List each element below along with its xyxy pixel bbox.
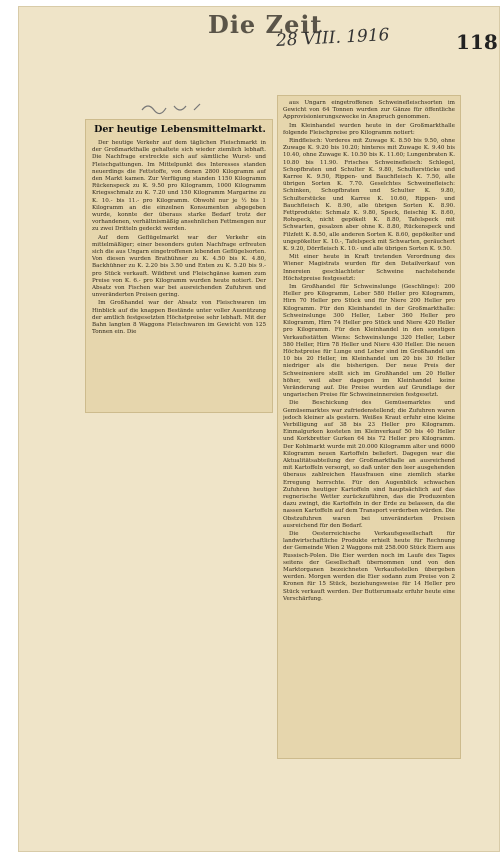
paragraph: Im Großhandel war der Absatz von Fleischwaren im Hinblick auf die knappen Bestände unter voller Ausnützung der amtlich festgesetzten Höchstpreise sehr lebhaft. Mit der Bahn langten 8 Waggons Fleischwaren im Gewicht von 125 Tonnen ein. Die [92, 300, 266, 336]
masthead: Die Zeit [208, 10, 323, 39]
article-headline: Der heutige Lebensmittelmarkt. [94, 124, 266, 135]
paragraph: Die Beschickung des Gemüsemarktes und Gemüsemarktes war zufriedenstellend; die Zufuhren waren jedoch kleiner als gestern. Weißes Kraut erfuhr eine kleine Verbilligung auf 38 bis 23 Heller pro Kilogramm. Einmalgurken kosteten im Kleinverkauf 50 bis 40 Heller und Korkbretter Gurken 64 bis 72 Heller pro Kilogramm. Der Kohlmarkt wurde mit 20.000 Kilogramm alter und 6000 Kilogramm neuen Kartoffeln beliefert. Dagegen war die Aktualitätsabteilung der Großmarkthalle an ausreichend mit Kartoffeln versorgt, so daß unter den leer ausgehenden überaus zahlreichen Hausfrauen eine ziemlich starke Erregung herrschte. Für den Augenblick schwachen Zufuhren heutiger Kartoffeln sind hauptsächlich auf das regnerische Wetter zurückzuführen, das die Produzenten dazu zwingt, die Kartoffeln in der Erde zu belassen, da die nassen Kartoffeln auf dem Transport verderben würden. Die Obstzufuhren waren bei unveränderten Preisen ausreichend für den Bedarf. [283, 400, 455, 529]
handwritten-date: 28 VIII. 1916 [275, 25, 390, 51]
pencil-scribble-mark [140, 98, 210, 118]
paragraph: Rindfleisch: Vorderes mit Zuwage K. 8.50 bis 9.50, ohne Zuwage K. 9.20 bis 10.20; hinteres mit Zuwage K. 9.40 bis 10.40, ohne Zuwage K. 10.50 bis K. 11.60; Lungenbraten K. 10.80 bis 11.90. Frisches Schweinefleisch: Schlegel, Schopfbraten und Schulter K. 9.80, Schulterstücke und Karree K. 9.50, Rippen- und Bauchfleisch K. 7.50, alle übrigen Sorten K. 7.70. Geselchtes Schweinefleisch: Schinken, Schopfbraten und Schulter K. 9.80, Schulterstücke und Karree K. 10.60, Rippen- und Bauchfleisch K. 8.90, alle übrigen Sorten K. 8.90. Fettprodukte: Schmalz K. 9.80, Speck, fleischig K. 8.60, Rohspeck, nicht gepökelt K. 8.80, Tafelspeck mit Schwarten, gesalzen aber ohne K. 8.80, Rückenspeck und Filzfett K. 8.50, alle anderen Sorten K. 8.60, gepökelter und ungepökelter K. 10.-, Tafelspeck mit Schwarten, geräuchert K. 9.20, Dörrfleisch K. 10.- und alle übrigen Sorten K. 9.50. [283, 138, 455, 253]
paragraph: Im Kleinhandel wurden heute in der Großmarkthalle folgende Fleischpreise pro Kilogramm notiert: [283, 122, 455, 136]
paragraph: Die Oesterreichische Verkaufsgesellschaft für landwirtschaftliche Produkte erhielt heute für Rechnung der Gemeinde Wien 2 Waggons mit 258.000 Stück Eiern aus Russisch-Polen. Die Eier werden noch im Laufe des Tages seitens der Gesellschaft übernommen und von den Marktorganen bezeichneten Verkaufsstellen übergeben werden. Morgen werden die Eier sodann zum Preise von 2 Kronen für 15 Stück, beziehungsweise für 14 Heller pro Stück verkauft werden. Der Butterumsatz erfuhr heute eine Verschärfung. [283, 530, 455, 602]
paragraph: Mit einer heute in Kraft tretenden Verordnung des Wiener Magistrats wurden für den Detailverkauf von Innereien geschlachteter Schweine nachstehende Höchstpreise festgesetzt: [283, 254, 455, 282]
paragraph: Im Großhandel für Schweinslunge (Geschlinge): 200 Heller pro Kilogramm, Leber 580 Heller pro Kilogramm, Hirn 70 Heller pro Stück und für Niere 200 Heller pro Kilogramm. Für den Kleinhandel in der Großmarkthalle: Schweinslunge 300 Heller, Leber 360 Heller pro Kilogramm, Hirn 74 Heller pro Stück und Niere 420 Heller pro Kilogramm. Für den Kleinhandel in den sonstigen Verkaufsstätten Wiens: Schweinslunge 320 Heller, Leber 580 Heller, Hirn 78 Heller und Niere 430 Heller. Die neuen Höchstpreise für Lunge und Leber sind im Großhandel um 10 bis 20 Heller, im Kleinhandel um 20 bis 30 Heller niedriger als die bisherigen. Der neue Preis der Schweinsniere stellt sich im Großhandel um 20 Heller höher, weil aber dagegen im Kleinhandel keine Veränderung auf. Die Preise wurden auf Grundlage der ungarischen Preise für Schweineinnereien festgesetzt. [283, 284, 455, 399]
article-left-column [92, 140, 266, 408]
page-number: 118 [456, 30, 498, 54]
paragraph: Auf dem Geflügelmarkt war der Verkehr ein mittelmäßiger; einer besonders guten Nachfrage erfreuten sich die aus Ungarn eingetroffenen lebenden Geflügelsorten. Von diesen wurden Brathühner zu K. 4.50 bis K. 4.80, Backhühner zu K. 2.20 bis 3.50 und Enten zu K. 5.20 bis 9.- pro Stück verkauft. Wildbret und Fleischgänse kamen zum Preise von K. 6.- pro Kilogramm wurden heute notiert. Der Absatz von Fischen war bei ausreichenden Zufuhren und unveränderten Preisen gering. [92, 234, 266, 299]
paragraph: Der heutige Verkehr auf dem täglichen Fleischmarkt in der Großmarkthalle gehaltete sich wieder ziemlich lebhaft. Die Nachfrage erstreckte sich auf sämtliche Wurst- und Fleischgattungen. Im Mittelpunkt des Interesses standen neuerdings die Fettstoffe, von denen 2800 Kilogramm auf den Markt kamen. Zur Verfügung standen 1150 Kilogramm Rückenspeck zu K. 9.50 pro Kilogramm, 1000 Kilogramm Kriegsschmalz zu K. 7.20 und 150 Kilogramm Margarine zu K. 10.- bis 11.- pro Kilogramm. Obwohl nur je ½ bis 1 Kilogramm an die einzelnen Konsumenten abgegeben wurde, konnte der überaus starke Bedarf trotz der vorhandenen, verhältnismäßig ansehnlichen Fettmengen nur zu zwei Dritteln gedeckt werden. [92, 140, 266, 233]
paragraph: aus Ungarn eingetroffenen Schweinefleischsorten im Gewicht von 64 Tonnen wurden zur Gänze für öffentliche Approvisionierungszwecke in Anspruch genommen. [283, 100, 455, 121]
article-right-column [283, 100, 455, 754]
